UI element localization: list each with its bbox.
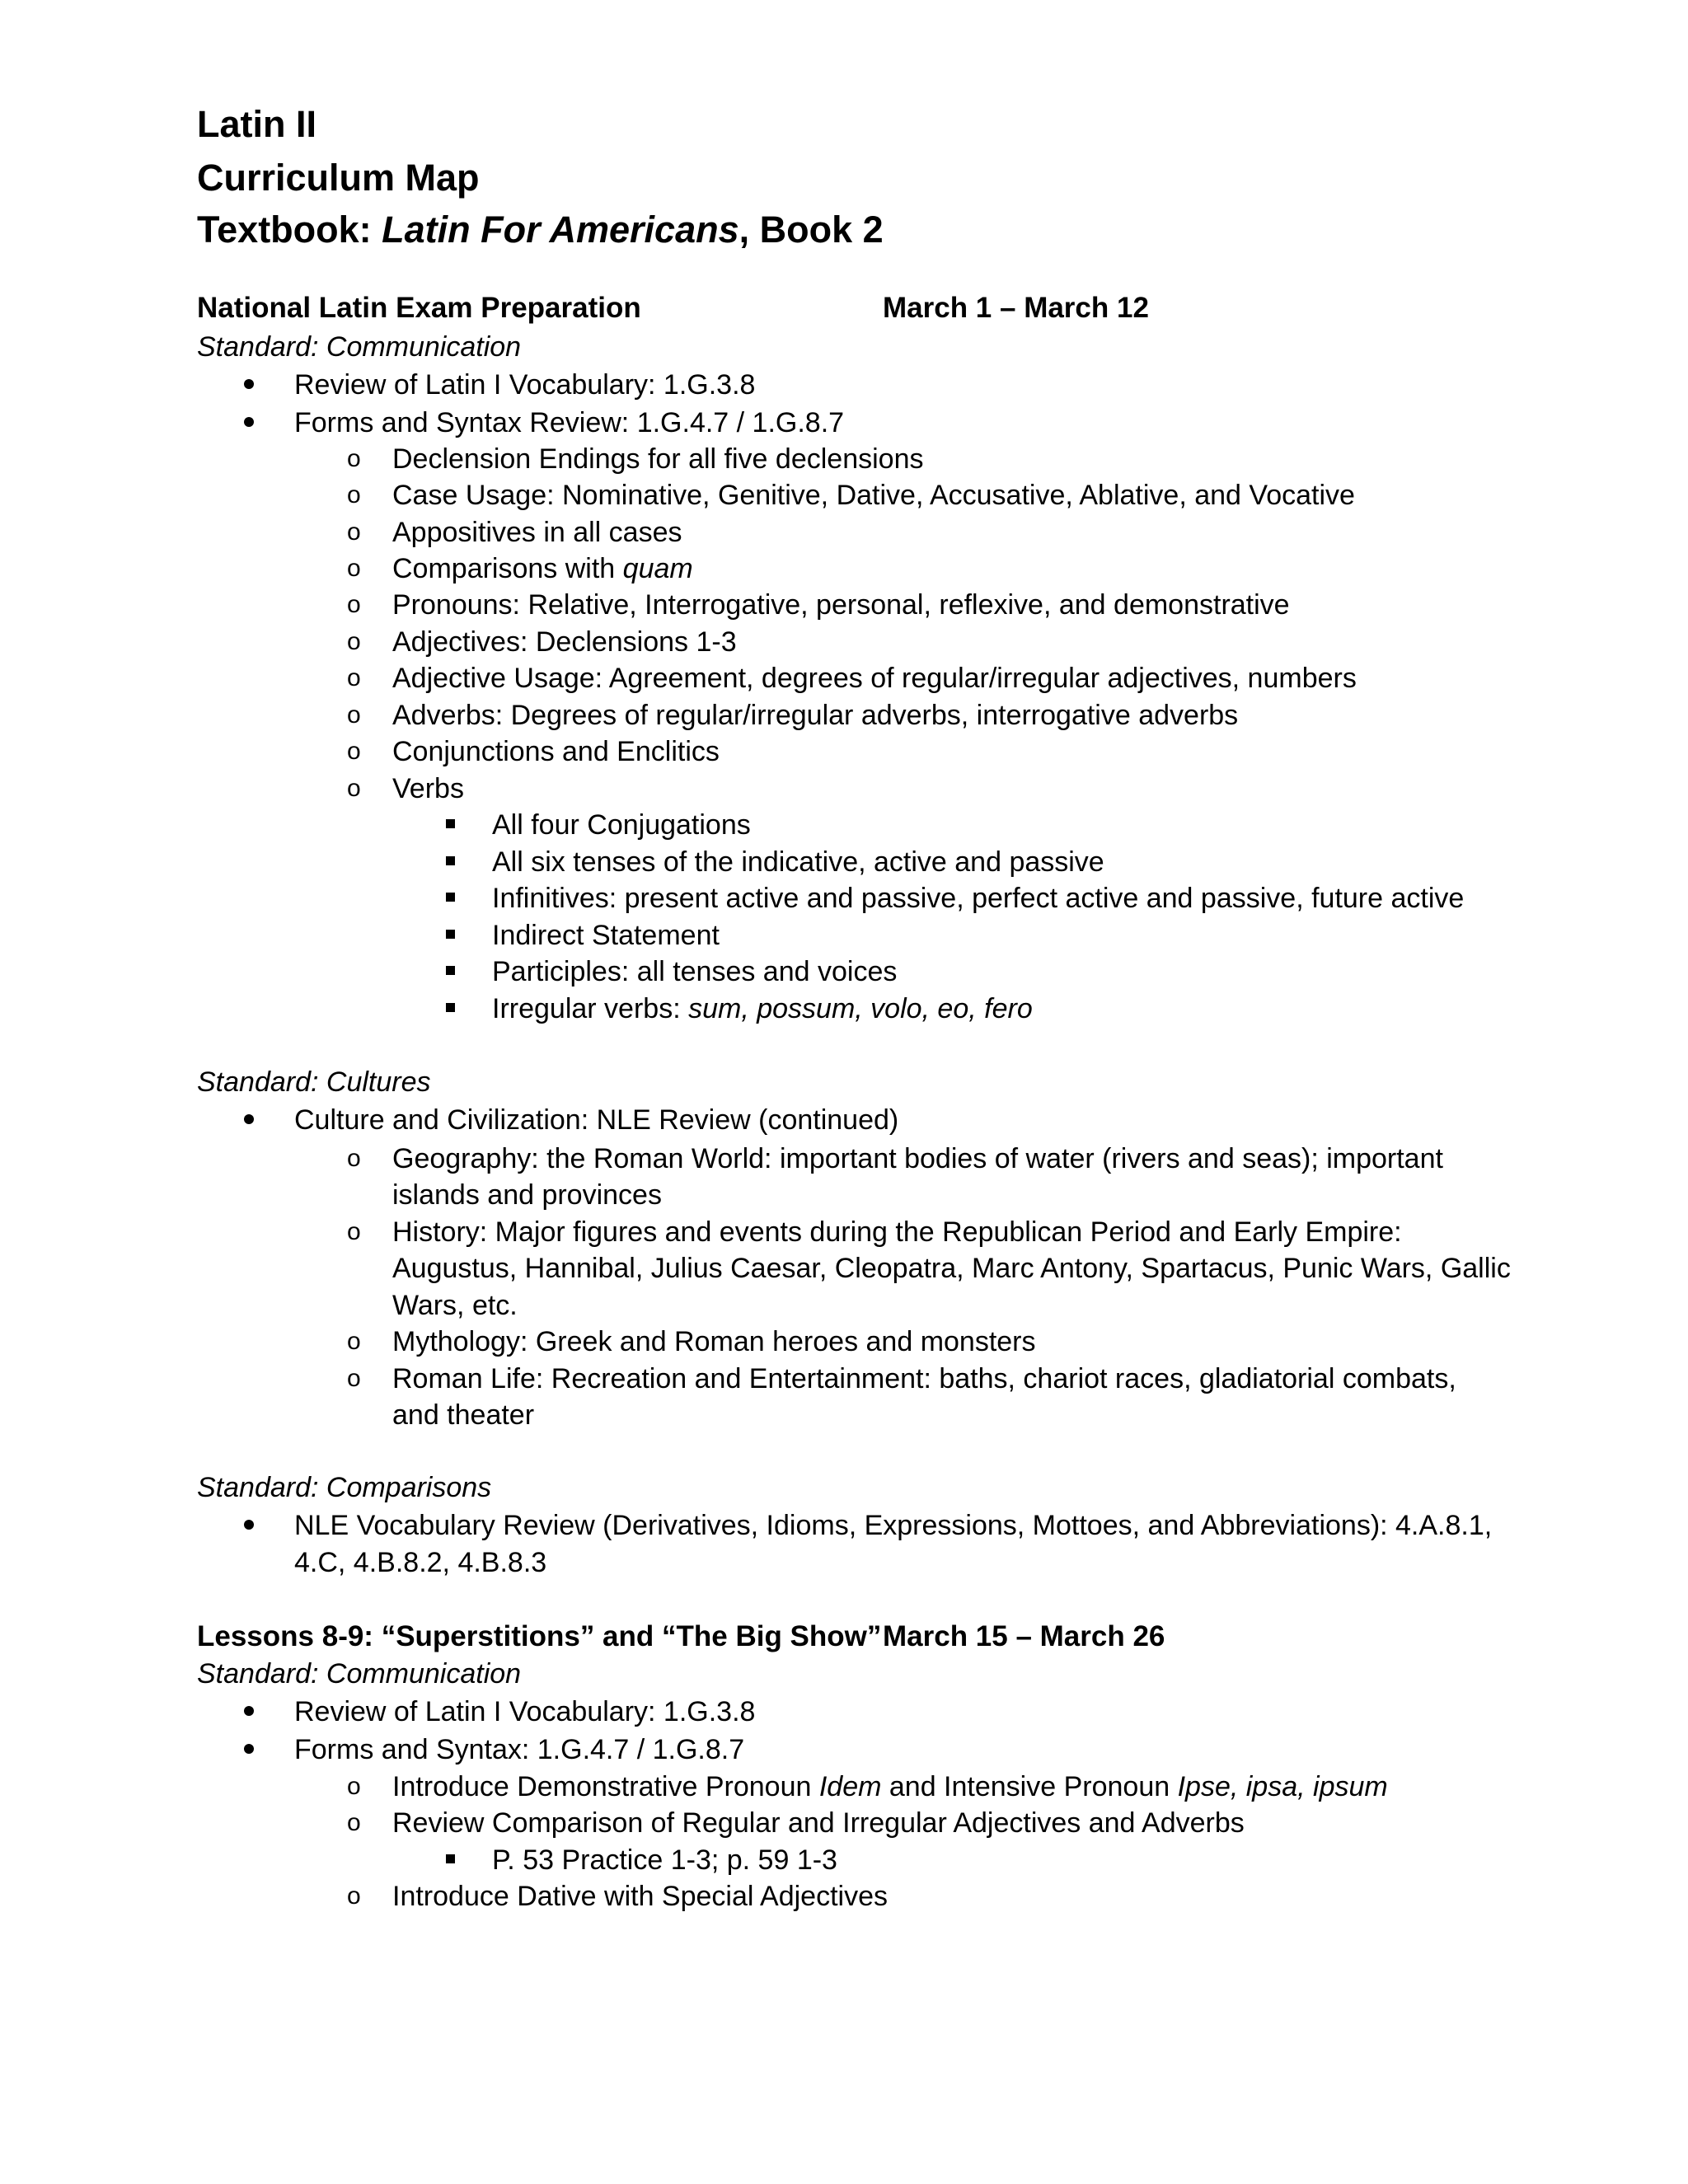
list-item: Forms and Syntax: 1.G.4.7 / 1.G.8.7 xyxy=(294,1734,745,1765)
standard-comparisons: Standard: Comparisons xyxy=(197,1472,492,1503)
textbook-suffix: , Book 2 xyxy=(738,209,884,251)
list-item: Review of Latin I Vocabulary: 1.G.3.8 xyxy=(294,369,756,401)
bullet-circle: o xyxy=(347,481,361,509)
bullet-circle: o xyxy=(347,775,361,802)
list-item-text: Comparisons with xyxy=(392,553,623,584)
list-item: Introduce Dative with Special Adjectives xyxy=(392,1881,888,1912)
list-item: History: Major figures and events during the Republican Period and Early Empire: xyxy=(392,1216,1402,1248)
bullet-dot xyxy=(244,1706,254,1716)
list-item-text: and Intensive Pronoun xyxy=(881,1771,1178,1802)
list-item-continued: Augustus, Hannibal, Julius Caesar, Cleopatra, Marc Antony, Spartacus, Punic Wars, Gallic xyxy=(392,1253,1511,1284)
list-item-continued: islands and provinces xyxy=(392,1179,662,1211)
list-item: Culture and Civilization: NLE Review (continued) xyxy=(294,1104,899,1136)
bullet-square xyxy=(446,856,455,865)
bullet-square xyxy=(446,966,455,975)
list-item: Declension Endings for all five declensions xyxy=(392,443,924,475)
list-item: Conjunctions and Enclitics xyxy=(392,736,720,767)
list-item: Participles: all tenses and voices xyxy=(492,956,898,987)
bullet-square xyxy=(446,819,455,828)
bullet-circle: o xyxy=(347,591,361,618)
standard-communication-2: Standard: Communication xyxy=(197,1658,522,1690)
list-item: Mythology: Greek and Roman heroes and monsters xyxy=(392,1326,1036,1357)
list-item: Appositives in all cases xyxy=(392,517,682,548)
doc-title-course: Latin II xyxy=(197,103,316,145)
list-item: Forms and Syntax Review: 1.G.4.7 / 1.G.8.7 xyxy=(294,407,845,438)
doc-title-curriculum: Curriculum Map xyxy=(197,157,480,199)
bullet-dot xyxy=(244,417,254,427)
bullet-dot xyxy=(244,1520,254,1530)
list-item xyxy=(492,995,1033,1023)
section2-dates: March 15 – March 26 xyxy=(883,1620,1165,1652)
list-item: Review of Latin I Vocabulary: 1.G.3.8 xyxy=(294,1696,756,1727)
list-item: Indirect Statement xyxy=(492,920,720,951)
list-item-text: Irregular verbs: xyxy=(492,993,689,1024)
bullet-dot xyxy=(244,1114,254,1124)
latin-idem: Idem xyxy=(818,1771,882,1802)
list-item: Adverbs: Degrees of regular/irregular adverbs, interrogative adverbs xyxy=(392,700,1239,731)
bullet-square xyxy=(446,930,455,939)
bullet-circle: o xyxy=(347,1882,361,1910)
list-item: All four Conjugations xyxy=(492,809,751,841)
bullet-square xyxy=(446,1003,455,1012)
bullet-circle: o xyxy=(347,445,361,472)
standard-communication-1: Standard: Communication xyxy=(197,331,522,363)
list-item: Infinitives: present active and passive, perfect active and passive, future active xyxy=(492,883,1465,914)
list-item: Geography: the Roman World: important bodies of water (rivers and seas); important xyxy=(392,1143,1443,1174)
list-item-continued: 4.C, 4.B.8.2, 4.B.8.3 xyxy=(294,1547,547,1578)
bullet-dot xyxy=(244,1744,254,1754)
list-item: Roman Life: Recreation and Entertainment: baths, chariot races, gladiatorial combats, xyxy=(392,1363,1456,1394)
section1-heading: National Latin Exam Preparation xyxy=(197,292,641,324)
list-item: NLE Vocabulary Review (Derivatives, Idioms, Expressions, Mottoes, and Abbreviations): 4.A.8.1, xyxy=(294,1510,1493,1541)
bullet-circle: o xyxy=(347,1328,361,1355)
bullet-circle: o xyxy=(347,1145,361,1172)
latin-ipse: Ipse, ipsa, ipsum xyxy=(1177,1771,1388,1802)
bullet-circle: o xyxy=(347,555,361,582)
list-item: P. 53 Practice 1-3; p. 59 1-3 xyxy=(492,1844,837,1876)
bullet-circle: o xyxy=(347,1218,361,1245)
textbook-name: Latin For Americans xyxy=(382,209,739,251)
bullet-circle: o xyxy=(347,1773,361,1800)
textbook-label: Textbook: xyxy=(197,209,382,251)
doc-title-textbook xyxy=(197,209,884,251)
latin-verbs: sum, possum, volo, eo, fero xyxy=(688,993,1033,1024)
bullet-square xyxy=(446,1854,455,1863)
list-item-continued: and theater xyxy=(392,1399,535,1431)
bullet-circle: o xyxy=(347,1365,361,1392)
list-item: Adjective Usage: Agreement, degrees of regular/irregular adjectives, numbers xyxy=(392,663,1357,694)
standard-cultures: Standard: Cultures xyxy=(197,1066,431,1098)
bullet-circle: o xyxy=(347,1809,361,1836)
bullet-circle: o xyxy=(347,664,361,691)
list-item: Case Usage: Nominative, Genitive, Dative, Accusative, Ablative, and Vocative xyxy=(392,480,1355,511)
list-item: Pronouns: Relative, Interrogative, personal, reflexive, and demonstrative xyxy=(392,589,1290,621)
list-item: Verbs xyxy=(392,773,464,804)
list-item: Review Comparison of Regular and Irregular Adjectives and Adverbs xyxy=(392,1807,1245,1839)
list-item-text: Introduce Demonstrative Pronoun xyxy=(392,1771,819,1802)
section1-dates: March 1 – March 12 xyxy=(883,292,1149,324)
bullet-dot xyxy=(244,379,254,389)
list-item xyxy=(392,1773,1388,1801)
list-item xyxy=(392,555,693,583)
bullet-circle: o xyxy=(347,701,361,729)
bullet-circle: o xyxy=(347,628,361,655)
latin-word: quam xyxy=(622,553,693,584)
list-item-continued: Wars, etc. xyxy=(392,1290,518,1321)
bullet-square xyxy=(446,893,455,902)
bullet-circle: o xyxy=(347,738,361,765)
bullet-circle: o xyxy=(347,518,361,546)
list-item: Adjectives: Declensions 1-3 xyxy=(392,626,737,658)
list-item: All six tenses of the indicative, active and passive xyxy=(492,846,1104,878)
section2-heading: Lessons 8-9: “Superstitions” and “The Big Show” xyxy=(197,1620,882,1652)
